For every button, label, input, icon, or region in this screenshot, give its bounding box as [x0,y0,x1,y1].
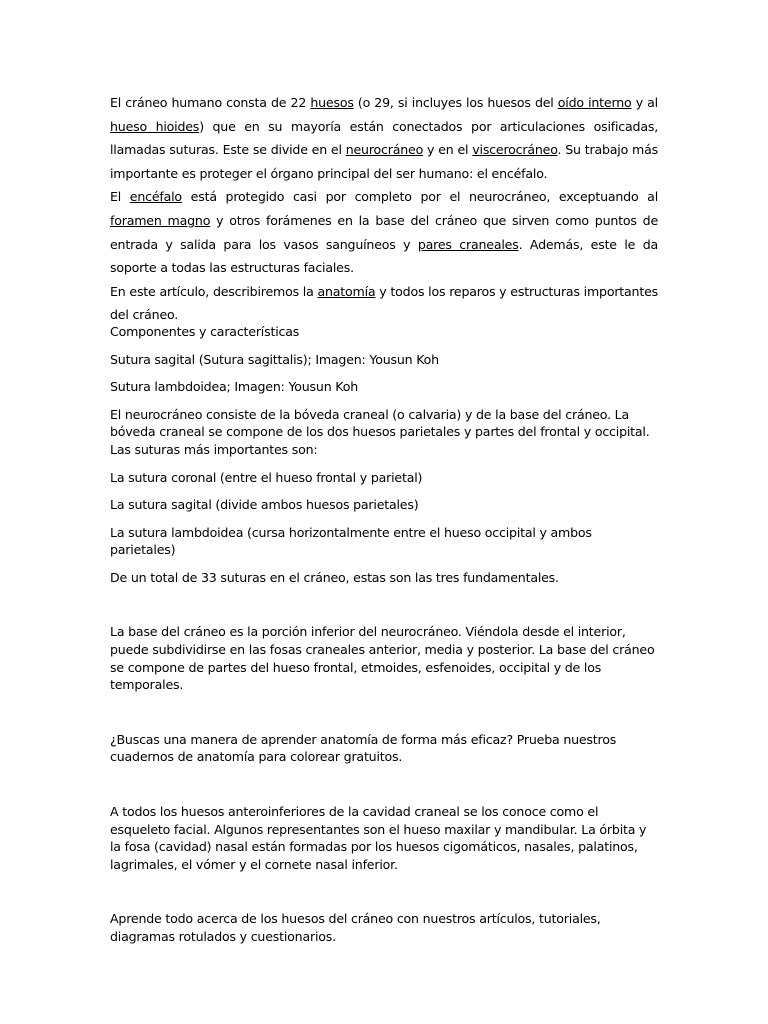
text-run: y en el [423,142,473,158]
text-run: (o 29, si incluyes los huesos del [353,95,558,110]
text-run: y al [631,95,658,110]
closing-paragraph: Aprende todo acerca de los huesos del cráneo con nuestros artículos, tutoriales, diagramas rotulados y cuestionarios. [110,911,601,944]
promo-paragraph: ¿Buscas una manera de aprender anatomía de forma más eficaz? Prueba nuestros cuadernos de anatomía para colorear gratuitos. [110,731,617,765]
link-encefalo[interactable]: encéfalo [129,189,182,205]
esqueleto-facial-paragraph: A todos los huesos anteroinferiores de la cavidad craneal se los conoce como el esqueleto facial. Algunos representantes son el hueso maxilar y mandibular. La órbita y la fosa (cavidad) nasal están formadas por los huesos cigomáticos, nasales, palatinos, lagrimales, el vómer y el cornete nasal inferior. [110,804,647,872]
text-run: El [110,189,130,205]
link-anatomia[interactable]: anatomía [317,283,376,299]
image-caption-lambdoidea: Sutura lambdoidea; Imagen: Yousun Koh [110,379,358,395]
document-page [110,91,658,946]
intro-paragraph [110,91,658,185]
text-run: y otros forámenes en la base del cráneo que sirven como puntos de entrada y salida para los vasos sanguíneos y [110,212,658,252]
text-run: . Además, este le da soporte a todas las estructuras faciales. [110,236,659,276]
text-run: está protegido casi por completo por el neurocráneo, exceptuando al [181,189,658,205]
image-caption-sagital: Sutura sagital (Sutura sagittalis); Imagen: Yousun Koh [110,351,439,367]
text-run: y todos los reparos y estructuras importantes del cráneo. [110,283,658,323]
list-item-sutura-lambdoidea: La sutura lambdoidea (cursa horizontalmente entre el hueso occipital y ambos parietales) [110,524,592,558]
link-huesos[interactable]: huesos [310,95,354,110]
list-item-sutura-sagital: La sutura sagital (divide ambos huesos parietales) [110,497,419,513]
article-intro-paragraph [110,280,658,327]
text-run: En este artículo, describiremos la [110,283,318,299]
neurocraneo-paragraph: El neurocráneo consiste de la bóveda craneal (o calvaria) y de la base del cráneo. La bóveda craneal se compone de los dos huesos parietales y partes del frontal y occipital. Las suturas más importantes son: [110,406,650,457]
encefalo-paragraph [110,185,658,279]
text-run: . Su trabajo más importante es proteger el órgano principal del ser humano: el encéfalo. [110,142,658,181]
text-run: ) que en su mayoría están conectados por articulaciones osificadas, llamadas suturas. Este se divide en el [110,118,659,158]
link-hueso-hioides[interactable]: hueso hioides [110,118,200,134]
link-oido-interno[interactable]: oído interno [557,95,632,110]
text-run: El cráneo humano consta de 22 [110,95,311,110]
total-suturas-paragraph: De un total de 33 suturas en el cráneo, estas son las tres fundamentales. [110,569,559,585]
section-heading: Componentes y características [110,323,300,339]
base-craneo-paragraph: La base del cráneo es la porción inferior del neurocráneo. Viéndola desde el interior, puede subdividirse en las fosas craneales anterior, media y posterior. La base del cráneo se compone de partes del hueso frontal, etmoides, esfenoides, occipital y de los temporales. [110,624,655,693]
link-pares-craneales[interactable]: pares craneales [417,236,519,252]
list-item-sutura-coronal: La sutura coronal (entre el hueso frontal y parietal) [110,469,423,485]
link-neurocraneo[interactable]: neurocráneo [345,142,424,158]
link-foramen-magno[interactable]: foramen magno [110,212,211,228]
link-viscerocraneo[interactable]: viscerocráneo [472,142,558,158]
